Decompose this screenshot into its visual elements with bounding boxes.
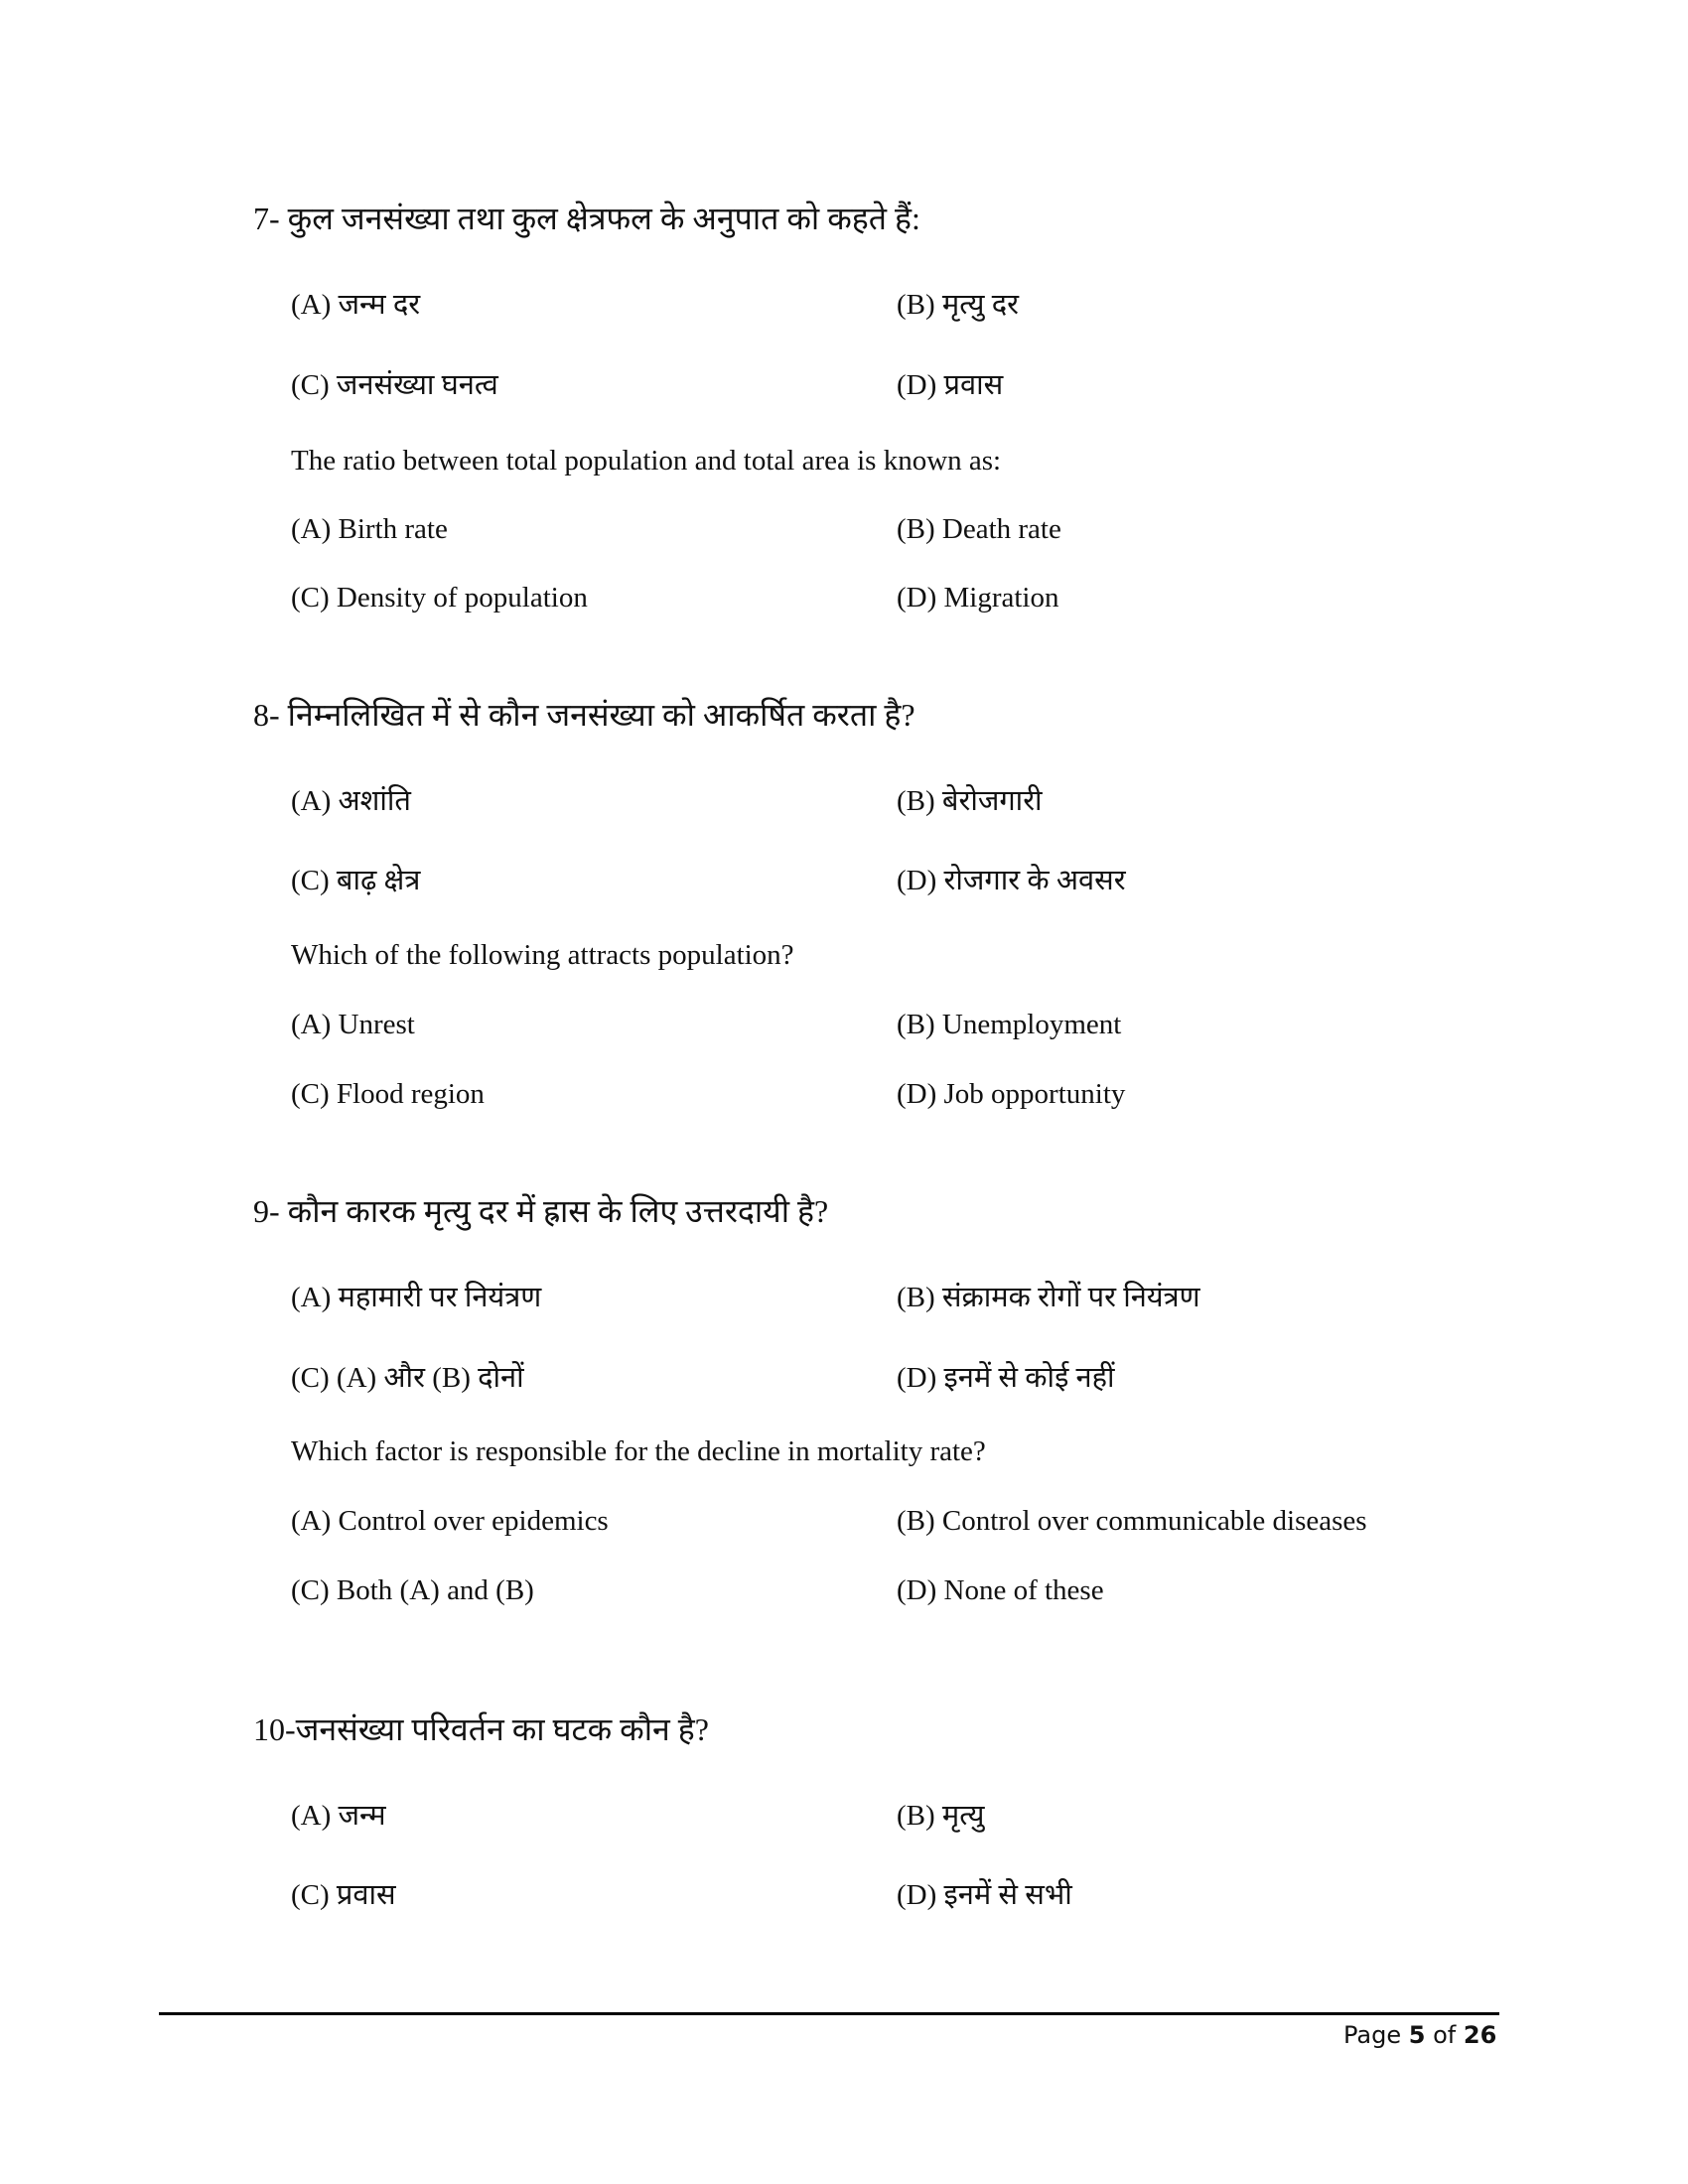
- question-9-english: Which factor is responsible for the decline in mortality rate?: [291, 1435, 986, 1467]
- q10-hindi-option-b: (B) मृत्यु: [897, 1800, 985, 1832]
- q9-hindi-option-a: (A) महामारी पर नियंत्रण: [291, 1282, 542, 1313]
- question-number: 9-: [253, 1193, 280, 1229]
- q7-english-option-a: (A) Birth rate: [291, 513, 448, 545]
- of-label: of: [1433, 2021, 1457, 2049]
- question-7-hindi: [253, 197, 920, 239]
- q8-hindi-option-d: (D) रोजगार के अवसर: [897, 865, 1126, 896]
- q7-english-option-b: (B) Death rate: [897, 513, 1061, 545]
- q8-hindi-option-c: (C) बाढ़ क्षेत्र: [291, 865, 421, 896]
- q8-english-option-a: (A) Unrest: [291, 1009, 415, 1040]
- question-number: 10-: [253, 1711, 296, 1747]
- q8-english-option-b: (B) Unemployment: [897, 1009, 1122, 1040]
- q9-english-option-a: (A) Control over epidemics: [291, 1505, 609, 1537]
- q9-english-option-c: (C) Both (A) and (B): [291, 1574, 534, 1606]
- q8-hindi-option-a: (A) अशांति: [291, 785, 411, 817]
- question-8-english: Which of the following attracts population?: [291, 939, 794, 971]
- page-label: Page: [1343, 2021, 1402, 2049]
- footer-divider: [159, 2012, 1499, 2015]
- q7-hindi-option-b: (B) मृत्यु दर: [897, 289, 1019, 321]
- q9-hindi-option-d: (D) इनमें से कोई नहीं: [897, 1362, 1115, 1394]
- q10-hindi-option-a: (A) जन्म: [291, 1800, 386, 1832]
- q9-english-option-d: (D) None of these: [897, 1574, 1104, 1606]
- q7-hindi-option-d: (D) प्रवास: [897, 369, 1004, 401]
- page-footer: [1343, 2021, 1496, 2049]
- q7-hindi-option-c: (C) जनसंख्या घनत्व: [291, 369, 498, 401]
- q10-hindi-option-d: (D) इनमें से सभी: [897, 1879, 1072, 1911]
- question-text: जनसंख्या परिवर्तन का घटक कौन है?: [295, 1711, 710, 1747]
- total-pages: 26: [1463, 2021, 1497, 2049]
- q7-english-option-c: (C) Density of population: [291, 582, 588, 614]
- q7-english-option-d: (D) Migration: [897, 582, 1059, 614]
- q9-hindi-option-b: (B) संक्रामक रोगों पर नियंत्रण: [897, 1282, 1200, 1313]
- question-number: 8-: [253, 697, 280, 733]
- question-10-hindi: [253, 1707, 709, 1750]
- question-text: निम्नलिखित में से कौन जनसंख्या को आकर्षित करता है?: [287, 697, 915, 733]
- q8-hindi-option-b: (B) बेरोजगारी: [897, 785, 1043, 817]
- q9-hindi-option-c: (C) (A) और (B) दोनों: [291, 1362, 524, 1394]
- question-text: कौन कारक मृत्यु दर में ह्रास के लिए उत्तरदायी है?: [287, 1193, 829, 1229]
- question-text: कुल जनसंख्या तथा कुल क्षेत्रफल के अनुपात को कहते हैं:: [287, 201, 920, 236]
- question-7-english: The ratio between total population and total area is known as:: [291, 445, 1002, 477]
- page-number: 5: [1408, 2021, 1426, 2049]
- q9-english-option-b: (B) Control over communicable diseases: [897, 1505, 1367, 1537]
- q8-english-option-c: (C) Flood region: [291, 1078, 485, 1110]
- q10-hindi-option-c: (C) प्रवास: [291, 1879, 396, 1911]
- q8-english-option-d: (D) Job opportunity: [897, 1078, 1126, 1110]
- question-number: 7-: [253, 201, 280, 236]
- question-8-hindi: [253, 693, 915, 736]
- question-9-hindi: [253, 1189, 828, 1232]
- q7-hindi-option-a: (A) जन्म दर: [291, 289, 421, 321]
